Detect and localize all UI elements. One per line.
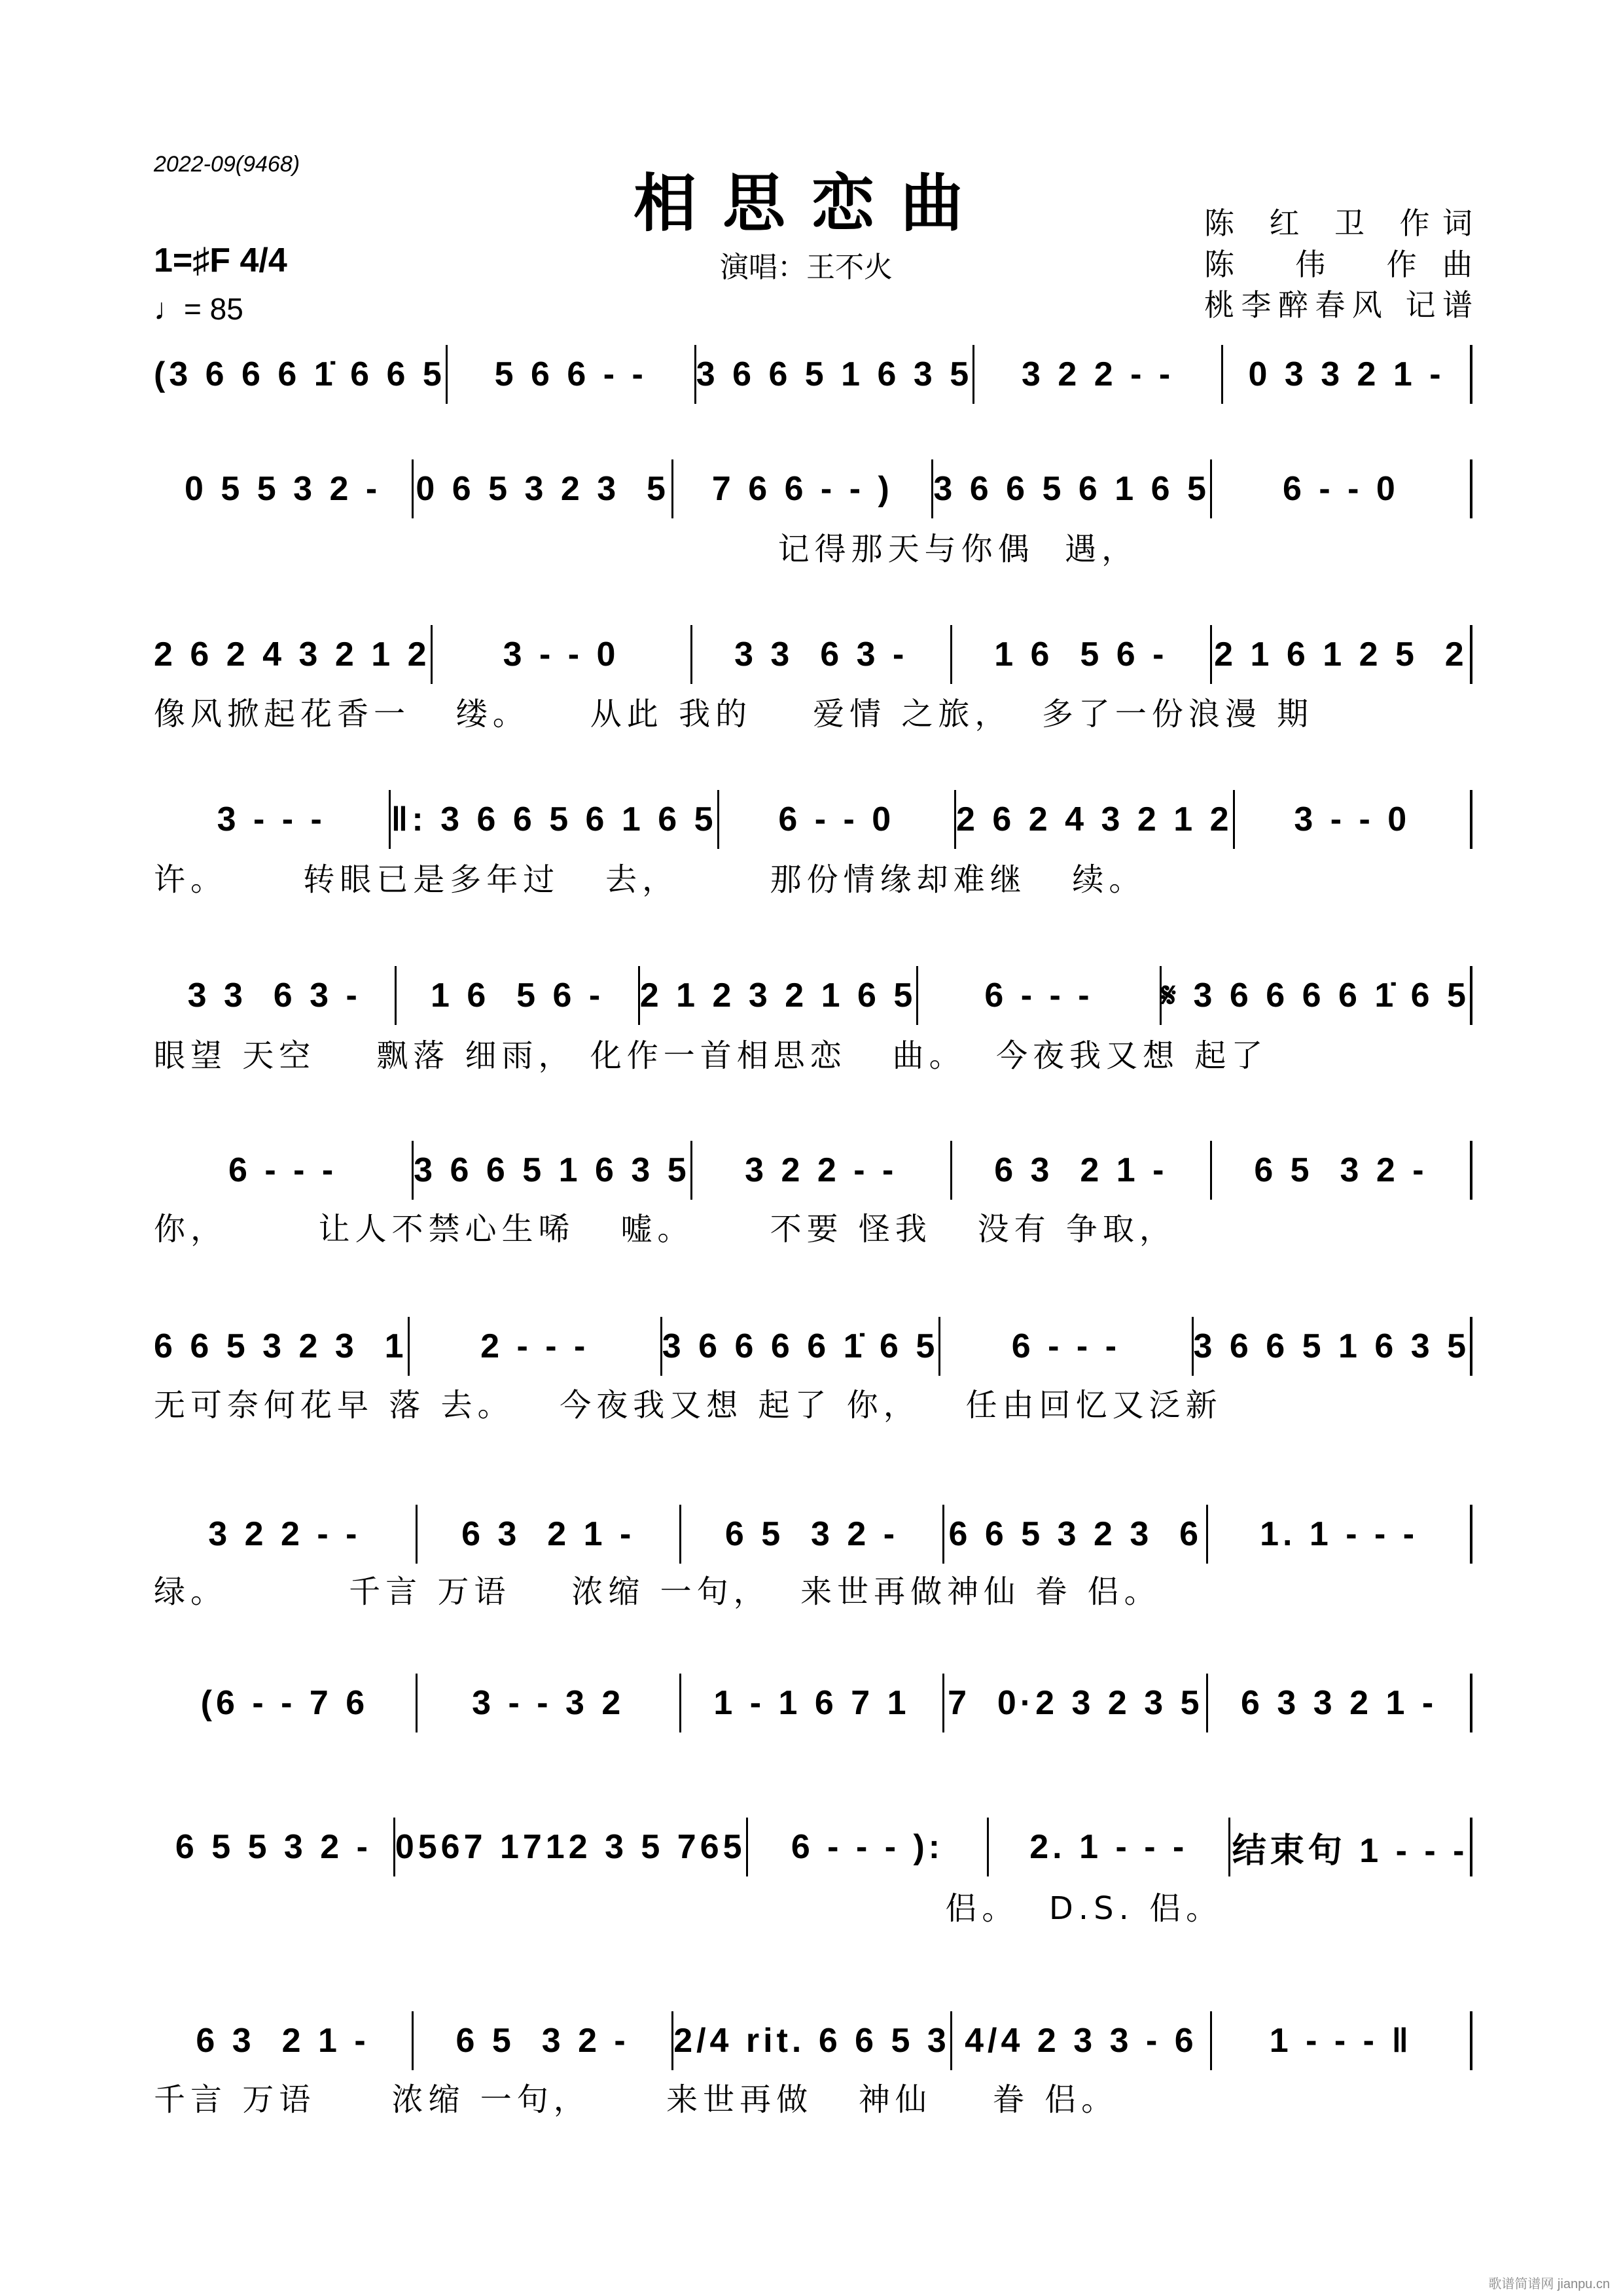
score-line [154,790,1472,849]
score-line [154,1141,1472,1200]
lyrics-line: 你， 让人不禁心生唏 嘘。 不要 怪我 没有 争取， [154,1211,1176,1247]
lyrics-line: 许。 转眼已是多年过 去， 那份情缘却难继 续。 [154,861,1146,898]
measure: 3 6 6 5 1 6 3 5 [696,345,975,404]
measure: 2 1 6 1 2 5 2 [1212,625,1472,684]
measure: 1 6 5 6 - [952,625,1212,684]
lyrics-line: 眼望 天空 飘落 细雨， 化作一首相思恋 曲。 今夜我又想 起了 [154,1037,1268,1074]
score-line [154,1674,1472,1732]
measure: 6 5 3 2 - [681,1505,945,1564]
measure: 3 2 2 - - [974,345,1223,404]
measure: 6 5 3 2 - [414,2011,673,2070]
measure: 0 6 5 3 2 3 5 [414,459,673,518]
measure: 0567 1712 3 5 765 [395,1818,748,1876]
measure: 6 3 2 1 - [418,1505,681,1564]
composer-credit: 陈 伟 作曲 [1204,247,1472,282]
watermark: 歌谱简谱网 jianpu.cn [1488,2277,1610,2291]
measure: 6 - - - ): [748,1818,990,1876]
measure: 𝄋 3 6 6 6 6 1̇ 6 5 [1162,966,1472,1025]
measure: 2 6 2 4 3 2 1 2 [956,790,1235,849]
transcriber-credit: 桃李醉春风 记谱 [1204,287,1472,323]
measure: 6 3 3 2 1 - [1208,1674,1472,1732]
measure: 3 2 2 - - [154,1505,418,1564]
measure: (6 - - 7 6 [154,1674,418,1732]
measure: 3 6 6 5 1 6 3 5 [414,1141,692,1200]
measure: 4/4 2 3 3 - 6 [952,2011,1212,2070]
measure: 6 - - 0 [1212,459,1472,518]
measure: 6 3 2 1 - [154,2011,414,2070]
measure: 3 3 6 3 - [154,966,397,1025]
measure: 3 6 6 5 6 1 6 5 [933,459,1212,518]
measure: (3 6 6 6 1̇ 6 6 5 [154,345,448,404]
score-line [154,345,1472,404]
measure: 2/4 rit. 6 6 5 3 [673,2011,952,2070]
measure: 3 - - 0 [1235,790,1472,849]
score-line [154,966,1472,1025]
measure: 7 0·2 3 2 3 5 [944,1674,1208,1732]
measure: 3 - - 3 2 [418,1674,681,1732]
key-signature: 1=♯F 4/4 [154,242,287,279]
measure: 1. 1 - - - [1208,1505,1472,1564]
lyrics-line: 无可奈何花早 落 去。 今夜我又想 起了 你， 任由回忆又泛新 [154,1387,1222,1424]
measure: 5 6 6 - - [448,345,696,404]
score-line [154,459,1472,518]
lyrics-line: 像风掀起花香一 缕。 从此 我的 爱情 之旅， 多了一份浪漫 期 [154,696,1314,732]
measure: 0 3 3 2 1 - [1223,345,1472,404]
measure: 6 6 5 3 2 3 1 [154,1317,410,1376]
measure: 6 - - - [154,1141,414,1200]
score-line [154,1317,1472,1376]
measure: 3 - - - [154,790,391,849]
measure: 6 - - - [918,966,1161,1025]
score-line [154,2011,1472,2070]
lyrics-line: 记得那天与你偶 遇， [154,531,1139,567]
score-code: 2022-09(9468) [154,152,300,177]
measure: 3 - - 0 [433,625,692,684]
measure: 6 - - 0 [719,790,956,849]
measure: 1 - - - ‖ [1212,2011,1472,2070]
measure: 1 - 1 6 7 1 [681,1674,945,1732]
measure: 6 6 5 3 2 3 6 [944,1505,1208,1564]
measure: 1 6 5 6 - [397,966,639,1025]
lyrics-line: 侣。 D.S. 侣。 [154,1890,1223,1927]
measure: 6 5 3 2 - [1212,1141,1472,1200]
measure: 0 5 5 3 2 - [154,459,414,518]
lyricist-credit: 陈 红 卫 作词 [1204,206,1472,241]
score-line [154,1818,1472,1876]
measure: 2. 1 - - - [989,1818,1230,1876]
measure: ‖: 3 6 6 5 6 1 6 5 [391,790,719,849]
measure: 6 - - - [940,1317,1193,1376]
measure: 3 6 6 6 6 1̇ 6 5 [662,1317,941,1376]
measure: 7 6 6 - - ) [673,459,933,518]
measure: 2 1 2 3 2 1 6 5 [640,966,919,1025]
measure: 3 3 6 3 - [692,625,952,684]
score-line [154,1505,1472,1564]
lyrics-line: 绿。 千言 万语 浓缩 一句， 来世再做神仙 眷 侣。 [154,1573,1161,1610]
score-line [154,625,1472,684]
measure: 6 3 2 1 - [952,1141,1212,1200]
tempo-marking: ♩= 85 [154,292,243,326]
page-title: 相思恋曲 [633,166,990,240]
lyrics-line: 千言 万语 浓缩 一句， 来世再做 神仙 眷 侣。 [154,2081,1118,2118]
measure: 2 - - - [410,1317,662,1376]
measure: 3 2 2 - - [692,1141,952,1200]
singer: 演唱：王不火 [720,251,893,284]
measure: 3 6 6 5 1 6 3 5 [1194,1317,1473,1376]
measure: 2 6 2 4 3 2 1 2 [154,625,433,684]
measure: 结束句 1 - - - [1230,1818,1472,1876]
measure: 6 5 5 3 2 - [154,1818,395,1876]
